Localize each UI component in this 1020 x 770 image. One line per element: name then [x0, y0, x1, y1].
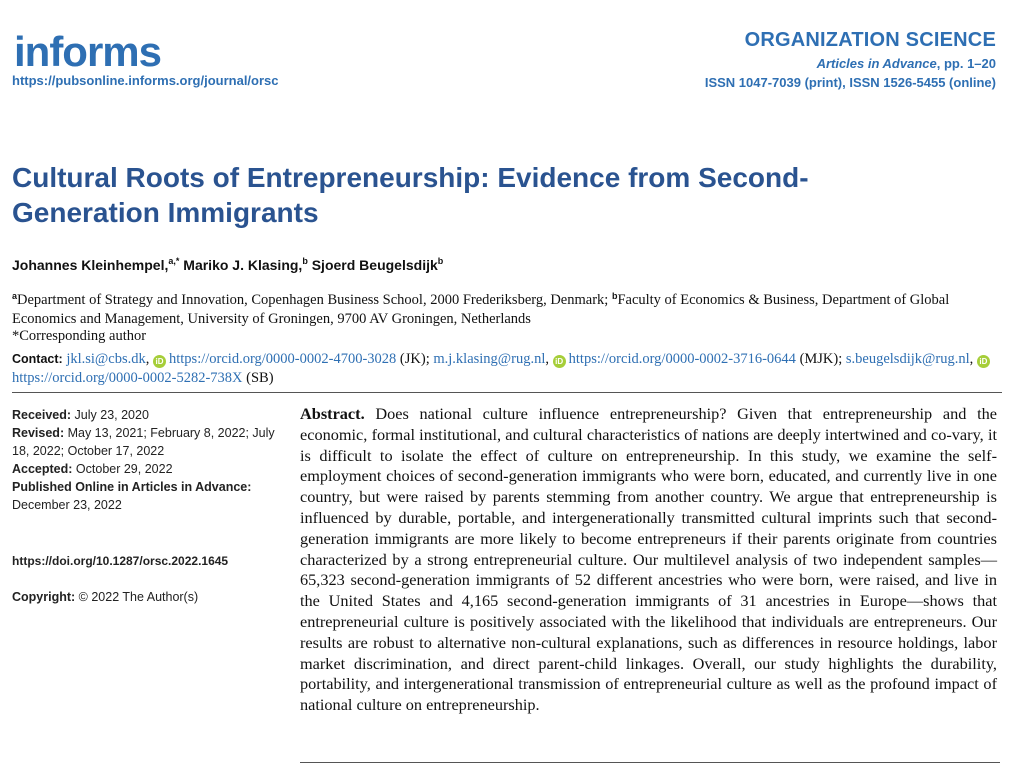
contact-block: Contact: jkl.si@cbs.dk, iD https://orcid.org/0000-0002-4700-3028 (JK); m.j.klasing@rug.nl, iD https://orcid.org/0000-0002-3716-0644 (MJK); s.beugelsdijk@rug.nl, iDhttps://orcid.org/0000-0002-5282-738X (SB): [12, 350, 1002, 388]
orcid-link[interactable]: https://orcid.org/0000-0002-4700-3028: [169, 351, 397, 367]
email-link[interactable]: s.beugelsdijk@rug.nl: [845, 351, 970, 367]
author-affiliation-marker: a,*: [168, 256, 180, 266]
journal-name: ORGANIZATION SCIENCE: [744, 29, 996, 51]
informs-logo[interactable]: [14, 30, 161, 74]
author-affiliation-marker: b: [437, 256, 444, 266]
articles-in-advance: Articles in Advance: [816, 56, 937, 71]
received-date: July 23, 2020: [74, 408, 149, 422]
abstract: [300, 404, 997, 716]
orcid-icon[interactable]: iD: [153, 355, 166, 368]
accepted-date: October 29, 2022: [75, 462, 173, 476]
issn: ISSN 1047-7039 (print), ISSN 1526-5455 (online): [704, 75, 996, 90]
affiliation-text: Department of Strategy and Innovation, Copenhagen Business School, 2000 Frederiksberg, Denmark;: [17, 292, 609, 308]
orcid-icon[interactable]: iD: [553, 355, 566, 368]
accepted-label: Accepted:: [12, 462, 73, 476]
orcid-icon[interactable]: iD: [977, 355, 990, 368]
author-name[interactable]: Sjoerd Beugelsdijk: [311, 257, 438, 273]
published-date: December 23, 2022: [12, 498, 122, 512]
paper-title: Cultural Roots of Entrepreneurship: Evidence from Second-Generation Immigrants: [12, 162, 809, 228]
article-history: [12, 406, 282, 606]
affiliation-marker: b: [611, 291, 618, 301]
author-name[interactable]: Mariko J. Klasing,: [183, 257, 303, 273]
affiliations: [12, 287, 1002, 329]
orcid-link[interactable]: https://orcid.org/0000-0002-5282-738X: [12, 370, 243, 386]
author-affiliation-marker: b: [302, 256, 308, 266]
author-initials: (JK);: [399, 351, 430, 367]
received-row: [12, 406, 282, 424]
abstract-divider: [300, 762, 1000, 763]
copyright-label: Copyright:: [12, 590, 76, 604]
orcid-link[interactable]: https://orcid.org/0000-0002-3716-0644: [568, 351, 796, 367]
email-link[interactable]: jkl.si@cbs.dk: [66, 351, 146, 367]
abstract-label: Abstract.: [300, 404, 365, 423]
affiliation-marker: a: [12, 291, 18, 301]
author-name[interactable]: Johannes Kleinhempel,: [12, 257, 169, 273]
author-initials: (MJK);: [799, 351, 843, 367]
author-initials: (SB): [246, 370, 274, 386]
page-range: , pp. 1–20: [936, 56, 996, 71]
journal-info: [705, 28, 996, 92]
affiliation-text: Faculty of Economics & Business, Department of Global Economics and Management, University of Groningen, 9700 AV Groningen, Netherlands: [12, 292, 950, 327]
journal-url-link[interactable]: https://pubsonline.informs.org/journal/orsc: [12, 73, 279, 88]
published-row: [12, 478, 282, 514]
received-label: Received:: [12, 408, 72, 422]
section-divider: [12, 392, 1002, 393]
published-label: Published Online in Articles in Advance:: [12, 480, 252, 494]
articles-line: [705, 54, 996, 74]
accepted-row: [12, 460, 282, 478]
revised-dates: May 13, 2021; February 8, 2022; July 18, 2022; October 17, 2022: [12, 426, 275, 458]
abstract-text: Does national culture influence entrepreneurship? Given that entrepreneurship and the economic, formal institutional, and cultural characteristics of nations are deeply intertwined and co-vary, it is difficult to isolate the effect of culture on entrepreneurship. In this study, we examine the self-employment choices of second-generation immigrants who were born, educated, and currently live in one country, but were raised by parents stemming from another country. We argue that entrepreneurship is influenced by durable, portable, and intergenerationally transmitted cultural imprints such that second-generation immigrants are more likely to become entrepreneurs if their parents originate from countries characterized by a strong entrepreneurial culture. Our multilevel analysis of two independent samples—65,323 second-generation immigrants of 52 different ancestries who were born, were raised, and live in the United States and 4,165 second-generation immigrants of 31 ancestries in Europe—shows that entrepreneurial culture is positively associated with the likelihood that individuals are entrepreneurs. Our results are robust to alternative non-cultural explanations, such as differences in resource holdings, labor market discrimination, and direct parent-child linkages. Overall, our study highlights the durability, portability, and intergenerational transmission of entrepreneurial culture as well as the profound impact of national culture on entrepreneurship.: [300, 404, 997, 715]
revised-row: [12, 424, 282, 460]
doi-link[interactable]: https://doi.org/10.1287/orsc.2022.1645: [12, 554, 229, 568]
contact-label: Contact:: [12, 352, 63, 366]
informs-wordmark: informs: [14, 28, 162, 75]
copyright-row: [12, 588, 282, 606]
copyright-text: © 2022 The Author(s): [78, 590, 199, 604]
email-link[interactable]: m.j.klasing@rug.nl: [433, 351, 546, 367]
revised-label: Revised:: [12, 426, 65, 440]
corresponding-note: *Corresponding author: [12, 328, 147, 344]
author-list: [12, 256, 443, 273]
